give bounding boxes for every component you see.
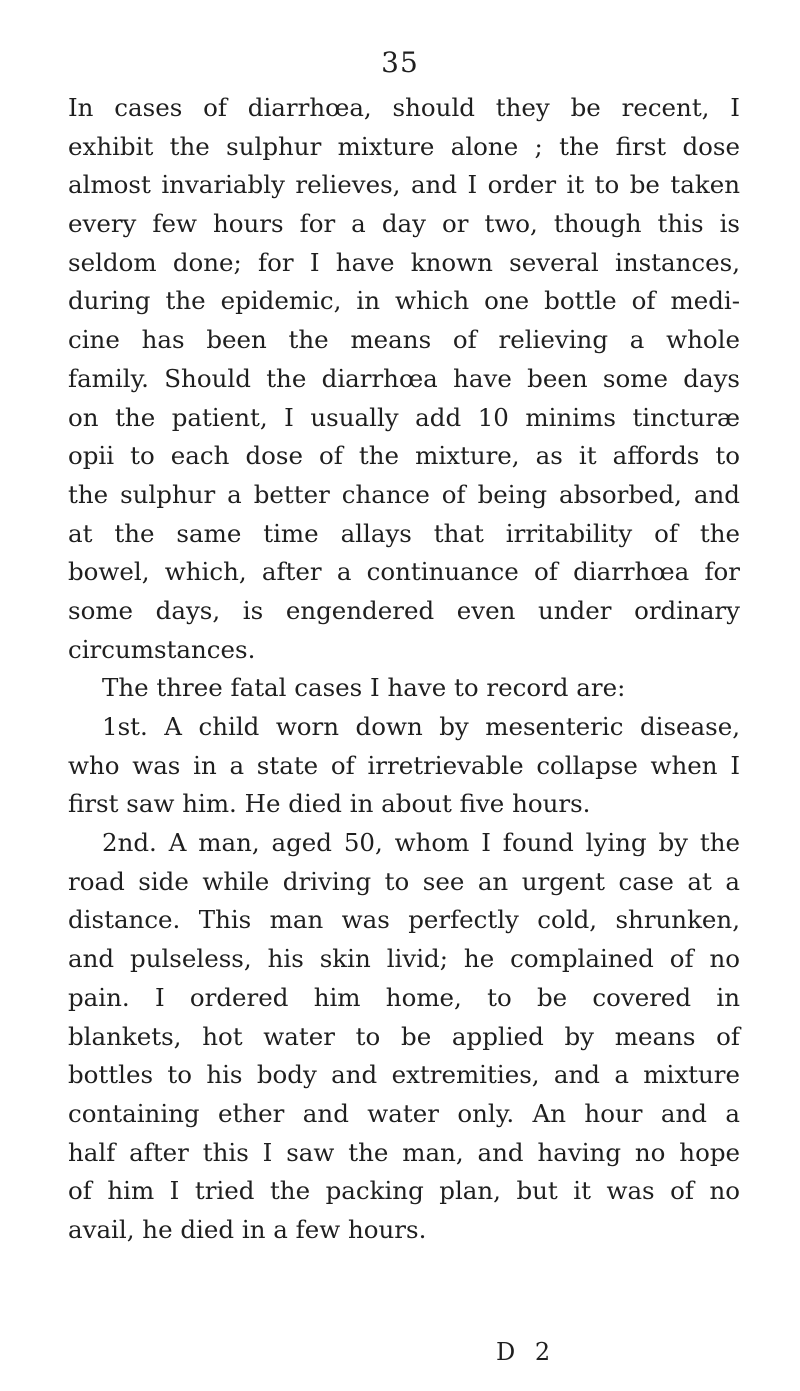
text-line: bowel, which, after a continuance of diarrhœa for [68, 557, 740, 587]
text-line: bottles to his body and extremities, and a mixture [68, 1060, 740, 1090]
signature-mark: D 2 [496, 1338, 557, 1366]
text-line: exhibit the sulphur mixture alone ; the first dose [68, 131, 740, 161]
text-line: the sulphur a better chance of being absorbed, and [68, 479, 740, 509]
text-line: some days, is engendered even under ordinary [68, 595, 740, 625]
text-line: The three fatal cases I have to record are: [102, 673, 626, 703]
text-line: road side while driving to see an urgent case at a [68, 866, 740, 896]
text-line: every few hours for a day or two, though this is [68, 209, 740, 239]
text-line: cine has been the means of relieving a whole [68, 325, 740, 355]
page-number: 35 [381, 46, 419, 79]
text-line: distance. This man was perfectly cold, shrunken, [68, 905, 740, 935]
text-line: 1st. A child worn down by mesenteric disease, [102, 712, 740, 741]
text-line: blankets, hot water to be applied by means of [68, 1021, 740, 1051]
text-line: 2nd. A man, aged 50, whom I found lying by the [102, 828, 740, 858]
text-line: of him I tried the packing plan, but it was of no [68, 1176, 740, 1206]
body-text [68, 89, 740, 1250]
text-line: opii to each dose of the mixture, as it affords to [68, 441, 740, 471]
text-line: and pulseless, his skin livid; he complained of no [68, 944, 740, 974]
text-line: almost invariably relieves, and I order it to be taken [68, 170, 740, 200]
text-line: who was in a state of irretrievable collapse when I [68, 750, 740, 780]
text-line: during the epidemic, in which one bottle of medi- [68, 286, 740, 316]
text-line: circumstances. [68, 634, 256, 664]
text-line: family. Should the diarrhœa have been some days [68, 363, 740, 393]
text-line: at the same time allays that irritability of the [68, 518, 740, 548]
text-line: In cases of diarrhœa, should they be recent, I [68, 93, 740, 122]
text-line: half after this I saw the man, and having no hope [68, 1137, 740, 1167]
text-line: containing ether and water only. An hour and a [68, 1098, 740, 1128]
text-line: seldom done; for I have known several instances, [68, 247, 740, 277]
text-line: first saw him. He died in about five hours. [68, 789, 591, 819]
text-line: on the patient, I usually add 10 minims tincturæ [68, 402, 740, 432]
text-line: pain. I ordered him home, to be covered in [68, 982, 740, 1012]
text-line: avail, he died in a few hours. [68, 1214, 427, 1244]
